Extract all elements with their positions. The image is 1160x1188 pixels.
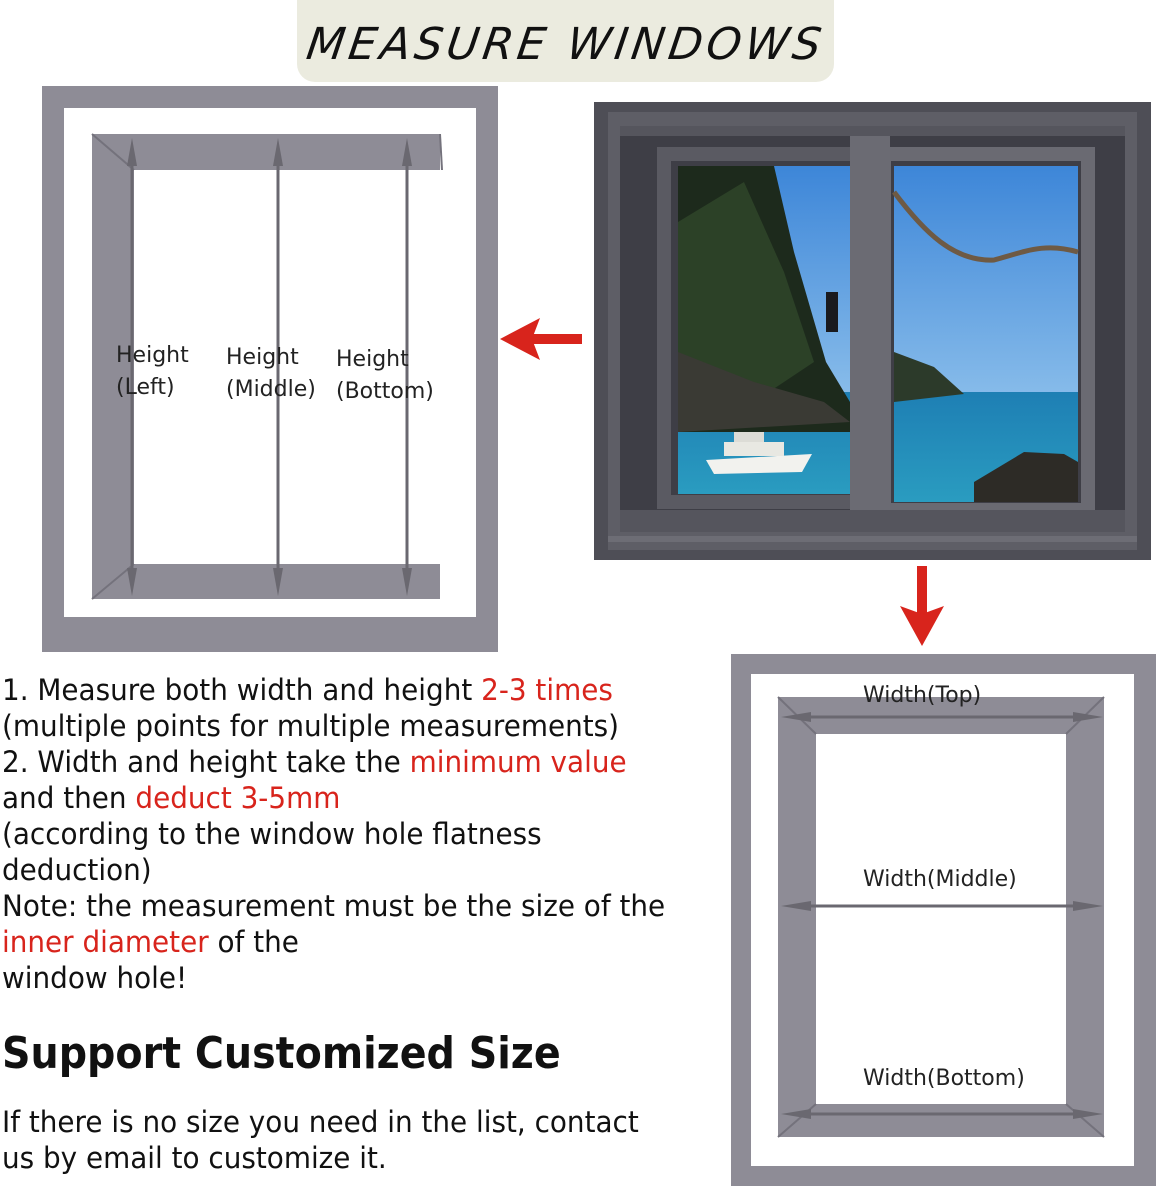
- height-left-label: Height (Left): [116, 343, 189, 400]
- width-top-label: Width(Top): [863, 683, 982, 708]
- instruction-line: window hole!: [2, 961, 188, 995]
- support-heading: Support Customized Size: [2, 1028, 561, 1079]
- instruction-line: 1. Measure both width and height 2-3 times: [2, 673, 613, 707]
- instruction-line: inner diameter of the: [2, 925, 299, 959]
- instructions: [2, 672, 693, 996]
- window-illustration: [594, 102, 1151, 560]
- highlight-text: minimum value: [409, 745, 627, 779]
- instruction-line: (multiple points for multiple measurements): [2, 709, 620, 743]
- instruction-line: 2. Width and height take the minimum value: [2, 745, 627, 779]
- height-middle-label: Height (Middle): [226, 345, 316, 402]
- height-diagram: [42, 86, 498, 652]
- width-middle-label: Width(Middle): [863, 867, 1017, 892]
- arrow-down-icon: [898, 564, 946, 648]
- width-top-arrow: [781, 712, 1103, 722]
- highlight-text: deduct 3-5mm: [135, 781, 341, 815]
- width-arrows: [731, 654, 1156, 1186]
- support-text: If there is no size you need in the list, contact us by email to customize it.: [2, 1105, 639, 1175]
- highlight-text: inner diameter: [2, 925, 209, 959]
- instruction-line: deduction): [2, 853, 152, 887]
- width-bottom-arrow: [781, 1109, 1103, 1119]
- instruction-line: and then deduct 3-5mm: [2, 781, 341, 815]
- width-diagram: [731, 654, 1156, 1186]
- arrow-left-icon: [498, 316, 584, 364]
- page-title: MEASURE WINDOWS: [303, 18, 828, 70]
- instruction-line: Note: the measurement must be the size of the: [2, 889, 666, 923]
- width-middle-arrow: [781, 901, 1103, 911]
- width-bottom-label: Width(Bottom): [863, 1066, 1025, 1091]
- height-bottom-label: Height (Bottom): [336, 347, 434, 404]
- highlight-text: 2-3 times: [481, 673, 613, 707]
- instruction-line: (according to the window hole flatness: [2, 817, 542, 851]
- window-photo: [594, 102, 1151, 560]
- title-banner: [297, 0, 834, 82]
